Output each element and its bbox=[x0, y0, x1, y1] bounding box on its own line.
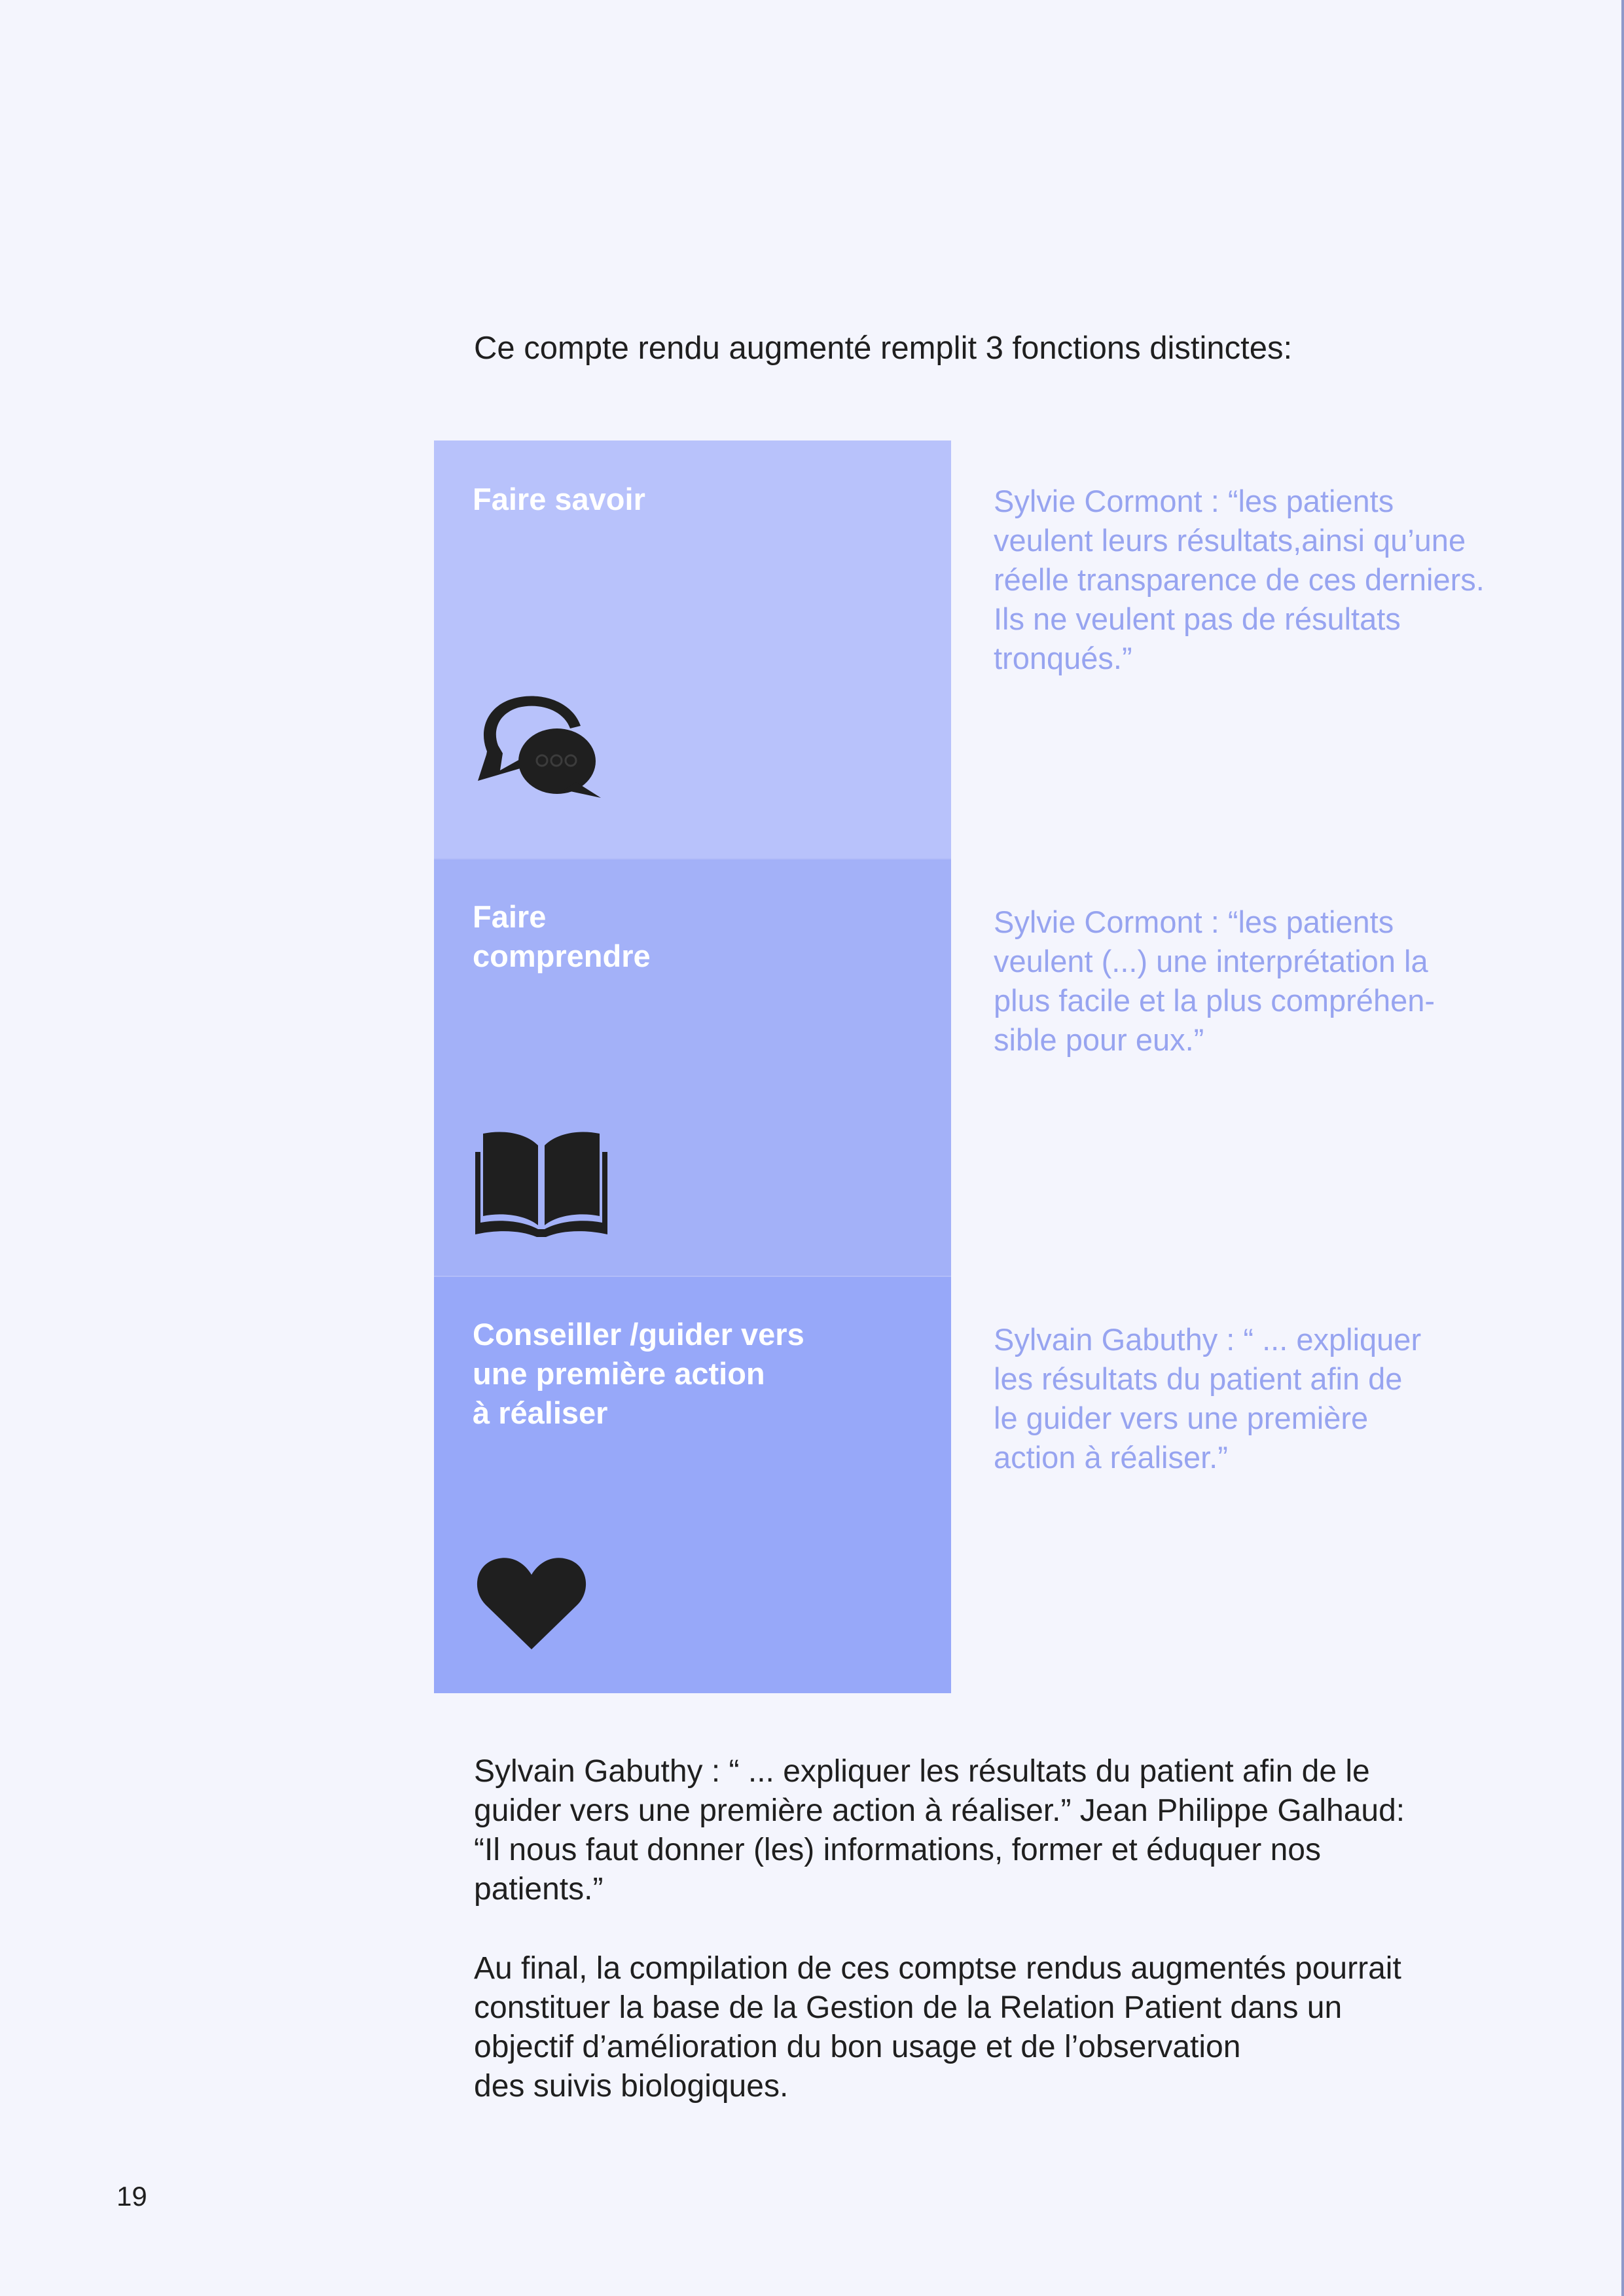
quote-sylvie-cormont-1: Sylvie Cormont : “les patients veulent leurs résultats,ainsi qu’une réelle transparence de ces derniers. Ils ne veulent pas de résultats tronqués.” bbox=[994, 484, 1485, 675]
page-edge bbox=[1621, 0, 1624, 2296]
card-title: Conseiller /guider vers une première action à réaliser bbox=[473, 1317, 804, 1430]
card-divider bbox=[434, 858, 951, 859]
page-number: 19 bbox=[117, 2181, 147, 2212]
speech-bubbles-icon bbox=[473, 677, 604, 802]
card-faire-savoir bbox=[434, 440, 951, 858]
open-book-icon bbox=[473, 1126, 610, 1237]
card-title: Faire comprendre bbox=[473, 899, 651, 973]
card-conseiller bbox=[434, 1276, 951, 1693]
intro-text: Ce compte rendu augmenté remplit 3 fonctions distinctes: bbox=[474, 331, 1293, 366]
heart-icon bbox=[473, 1550, 590, 1655]
card-divider bbox=[434, 1276, 951, 1277]
quote-sylvie-cormont-2: Sylvie Cormont : “les patients veulent (...) une interprétation la plus facile et la plus compréhen- sible pour eux.” bbox=[994, 905, 1435, 1057]
body-paragraph-quotes: Sylvain Gabuthy : “ ... expliquer les résultats du patient afin de le guider vers une première action à réaliser.” Jean Philippe Galhaud: “Il nous faut donner (les) informations, former et éduquer nos patients.” bbox=[474, 1754, 1405, 1907]
quote-sylvain-gabuthy: Sylvain Gabuthy : “ ... expliquer les résultats du patient afin de le guider vers une première action à réaliser.” bbox=[994, 1322, 1422, 1475]
card-faire-comprendre bbox=[434, 858, 951, 1276]
card-title: Faire savoir bbox=[473, 482, 645, 516]
body-paragraph-conclusion: Au final, la compilation de ces comptse rendus augmentés pourrait constituer la base de la Gestion de la Relation Patient dans un objectif d’amélioration du bon usage et de l’observation des suivis biologiques. bbox=[474, 1951, 1401, 2104]
